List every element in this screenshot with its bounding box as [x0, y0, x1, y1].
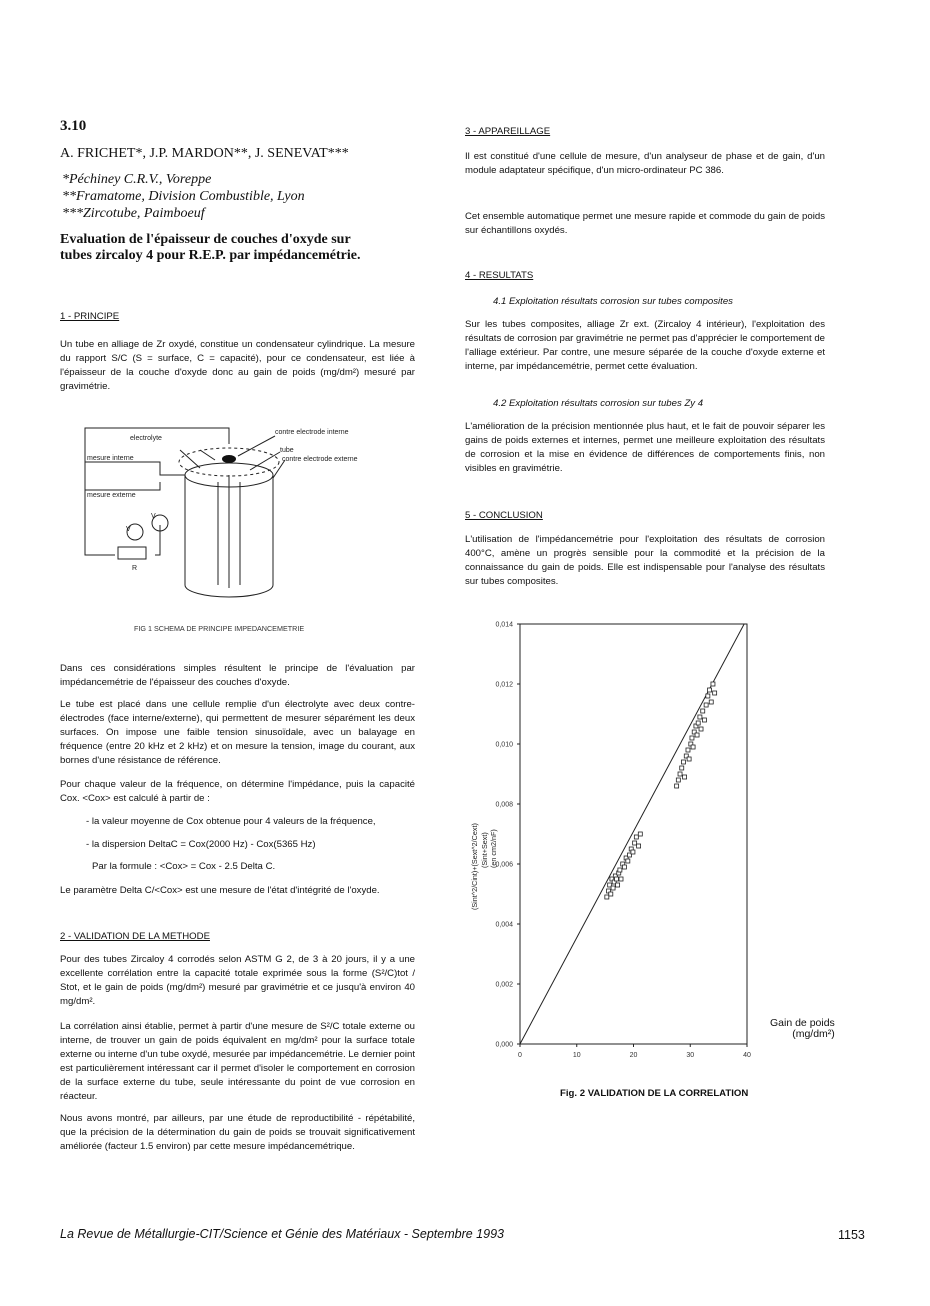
chart-point	[687, 757, 691, 761]
chart-point	[611, 886, 615, 890]
chart-ytick-label: 0,008	[495, 801, 513, 809]
paragraph-parametre: Le paramètre Delta C/<Cox> est une mesure de l'état d'intégrité de l'oxyde.	[60, 885, 380, 896]
chart-point	[631, 850, 635, 854]
chart-point	[698, 715, 702, 719]
footer-page-number: 1153	[838, 1228, 865, 1242]
chart-xtick-label: 20	[629, 1052, 638, 1059]
label-mesure-externe: mesure externe	[87, 492, 136, 499]
chart-point	[626, 859, 630, 863]
chart-ytick-label: 0,012	[495, 681, 513, 689]
chart-point	[690, 736, 694, 740]
chart-ylabel-line-1: (Sint^2/Cint)+(Sext^2/Cext)	[470, 823, 479, 910]
label-electrolyte: electrolyte	[130, 435, 162, 442]
chart-point	[709, 700, 713, 704]
paragraph-appareillage-1: Il est constitué d'une cellule de mesure, d'un analyseur de phase et de gain, d'un module adaptateur spécifique, d'un micro-ordinateur PC 386.	[465, 151, 825, 176]
chart-point	[622, 865, 626, 869]
chart-point	[711, 682, 715, 686]
chart-point	[637, 844, 641, 848]
chart-ylabel-line-2: (Sint+Sext)	[480, 832, 489, 868]
chart-point	[676, 778, 680, 782]
chart-point	[675, 784, 679, 788]
principe-paragraph: Un tube en alliage de Zr oxydé, constitue un condensateur cylindrique. La mesure du rapport S/C (S = surface, C = capacité), pour ce condensateur, est liée à l'épaisseur de la couche d'oxyde donc au gain de poids (mg/dm²) mesuré par gravimétrie.	[60, 339, 415, 392]
paragraph-conclusion: L'utilisation de l'impédancemétrie pour l'exploitation des résultats de corrosion 400°C, amène un progrès sensible pour la commodité et la précision de la connaissance du gain de poids. Elle est indispensable pour l'analyse des résultats sur tubes composites.	[465, 534, 825, 587]
paper-title-line-2: tubes zircaloy 4 pour R.E.P. par impédancemétrie.	[60, 248, 361, 263]
paragraph-reproductibilite: Nous avons montré, par ailleurs, par une étude de reproductibilité - répétabilité, que la précision de la détermination du gain de poids se trouvait significativement améliorée (facteur 1.5 environ) par cette mesure impédancemétrique.	[60, 1113, 415, 1152]
arrow-electrolyte-2	[180, 450, 200, 468]
chart-ytick-label: 0,014	[495, 621, 513, 629]
arrow-contre-interne	[238, 436, 275, 456]
paragraph-correlation: La corrélation ainsi établie, permet à partir d'une mesure de S²/C totale externe ou interne, de trouver un gain de poids équivalent en mg/dm² pour la surface totale externe ou interne d'un tube oxydé, mesurée par impédancemétrie. Le dernier point est particulièrement intéressant car il permet d'isoler le comportement en corrosion de la surface externe du tube, seule intéressante du point de vue corrosion en réacteur.	[60, 1021, 415, 1102]
label-v-right: V	[151, 513, 156, 520]
chart-point	[609, 892, 613, 896]
affiliation-3: ***Zircotube, Paimboeuf	[62, 206, 205, 221]
wire-left	[85, 450, 115, 555]
chart-fit-line	[520, 624, 744, 1044]
chart-point	[638, 832, 642, 836]
resistor-r	[118, 547, 146, 559]
chart-point	[614, 877, 618, 881]
chart-point	[699, 727, 703, 731]
paragraph-frequence: Pour chaque valeur de la fréquence, on détermine l'impédance, puis la capacité Cox. <Cox> est calculé à partir de :	[60, 779, 415, 804]
chart-point	[619, 877, 623, 881]
chart-point	[633, 841, 637, 845]
section-heading-conclusion: 5 - CONCLUSION	[465, 510, 543, 521]
subsection-4-1: 4.1 Exploitation résultats corrosion sur tubes composites	[493, 296, 733, 307]
chart-xlabel	[770, 1018, 835, 1040]
subsection-4-2: 4.2 Exploitation résultats corrosion sur tubes Zy 4	[493, 398, 704, 409]
label-tube: tube	[280, 447, 294, 454]
affiliation-2: **Framatome, Division Combustible, Lyon	[62, 189, 305, 204]
chart-point	[605, 895, 609, 899]
bullet-valeur-moyenne: - la valeur moyenne de Cox obtenue pour 4 valeurs de la fréquence,	[86, 816, 376, 827]
paragraph-4-2: L'amélioration de la précision mentionnée plus haut, et le fait de pouvoir séparer les gains de poids externes et internes, permet une meilleure exploitation des résultats de corrosion et la mise en évidence de différences de comportements finis, non visibles en gravimétrie.	[465, 421, 825, 474]
section-heading-appareillage: 3 - APPAREILLAGE	[465, 126, 551, 137]
paragraph-astm: Pour des tubes Zircaloy 4 corrodés selon ASTM G 2, de 3 à 20 jours, il y a une excellente corrélation entre la capacité totale exprimée sous la forme (S²/C)tot / Stot, et le gain de poids (mg/dm²) mesuré par gravimétrie et ce jusqu'à environ 40 mg/dm².	[60, 954, 415, 1007]
section-heading-resultats: 4 - RESULTATS	[465, 270, 534, 281]
inner-electrode-cap	[222, 455, 236, 463]
wire-mesure-interne	[85, 462, 185, 475]
chart-xtick-label: 40	[743, 1052, 751, 1059]
section-number: 3.10	[60, 118, 87, 134]
chart-point	[691, 745, 695, 749]
chart-ytick-label: 0,010	[495, 741, 513, 749]
chart-point	[713, 691, 717, 695]
chart-point	[695, 733, 699, 737]
bullet-dispersion: - la dispersion DeltaC = Cox(2000 Hz) - Cox(5365 Hz)	[86, 839, 316, 850]
chart-xtick-label: 10	[572, 1052, 581, 1059]
chart-point	[616, 883, 620, 887]
chart-xlabel-line-2: (mg/dm²)	[792, 1028, 835, 1040]
chart-ylabel-line-3: (en cm2/nF)	[489, 829, 498, 868]
chart-ytick-label: 0,002	[495, 981, 513, 989]
chart-point	[683, 775, 687, 779]
paragraph-cellule: Le tube est placé dans une cellule remplie d'un électrolyte avec deux contre-électrodes (face interne/externe), qui permettent de mesurer séparément les deux surfaces. On impose une faible tension sinusoïdale, avec un balayage en fréquence (entre 20 kHz et 2 kHz) et on mesure la tension, image du courant, aux bornes d'une résistance de référence.	[60, 699, 415, 766]
paragraph-appareillage-2: Cet ensemble automatique permet une mesure rapide et commode du gain de poids sur échantillons oxydés.	[465, 211, 825, 236]
footer-journal: La Revue de Métallurgie-CIT/Science et Génie des Matériaux - Septembre 1993	[60, 1227, 504, 1241]
chart-ytick-label: 0,004	[495, 921, 513, 929]
figure-1-caption: FIG 1 SCHEMA DE PRINCIPE IMPEDANCEMETRIE	[134, 624, 305, 633]
label-v-left: V	[126, 526, 131, 533]
figure-2-chart	[455, 610, 845, 1080]
chart-point	[696, 721, 700, 725]
figure-2-caption: Fig. 2 VALIDATION DE LA CORRELATION	[560, 1088, 749, 1099]
paper-title-line-1: Evaluation de l'épaisseur de couches d'oxyde sur	[60, 232, 351, 247]
label-contre-interne: contre electrode interne	[275, 429, 349, 436]
affiliation-1: *Péchiney C.R.V., Voreppe	[62, 172, 212, 187]
chart-point	[702, 718, 706, 722]
chart-point	[680, 766, 684, 770]
section-heading-principe: 1 - PRINCIPE	[60, 311, 120, 322]
authors: A. FRICHET*, J.P. MARDON**, J. SENEVAT***	[60, 146, 349, 161]
chart-point	[681, 760, 685, 764]
label-mesure-interne: mesure interne	[87, 455, 134, 462]
section-heading-validation: 2 - VALIDATION DE LA METHODE	[60, 931, 210, 942]
chart-xtick-label: 30	[686, 1052, 695, 1059]
chart-point	[618, 868, 622, 872]
chart-point	[704, 703, 708, 707]
chart-point	[634, 835, 638, 839]
chart-xtick-label: 0	[518, 1052, 522, 1059]
wire-mesure-externe	[85, 482, 160, 490]
chart-xlabel-line-1: Gain de poids	[770, 1017, 835, 1029]
chart-point	[706, 694, 710, 698]
figure-1-schematic	[60, 420, 380, 600]
chart-point	[678, 772, 682, 776]
chart-point	[686, 748, 690, 752]
chart-ytick-label: 0,000	[495, 1041, 513, 1049]
paragraph-4-1: Sur les tubes composites, alliage Zr ext. (Zircaloy 4 intérieur), l'exploitation des résultats de corrosion par gravimétrie ne permet pas d'apprécier le comportement de l'alliage extérieur. Par contre, une mesure séparée de la couche d'oxyde externe et interne, par impédancemétrie, permet cette évaluation.	[465, 319, 825, 372]
formula: Par la formule : <Cox> = Cox - 2.5 Delta C.	[92, 861, 276, 872]
label-contre-externe: contre electrode externe	[282, 456, 358, 463]
paragraph-considerations: Dans ces considérations simples résultent le principe de l'évaluation par impédancemétrie de l'épaisseur des couches d'oxyde.	[60, 663, 415, 688]
label-r: R	[132, 565, 138, 572]
chart-ytick-label: 0,006	[495, 861, 513, 869]
chart-point	[701, 709, 705, 713]
arrow-electrolyte-1	[200, 450, 215, 460]
chart-point	[708, 688, 712, 692]
